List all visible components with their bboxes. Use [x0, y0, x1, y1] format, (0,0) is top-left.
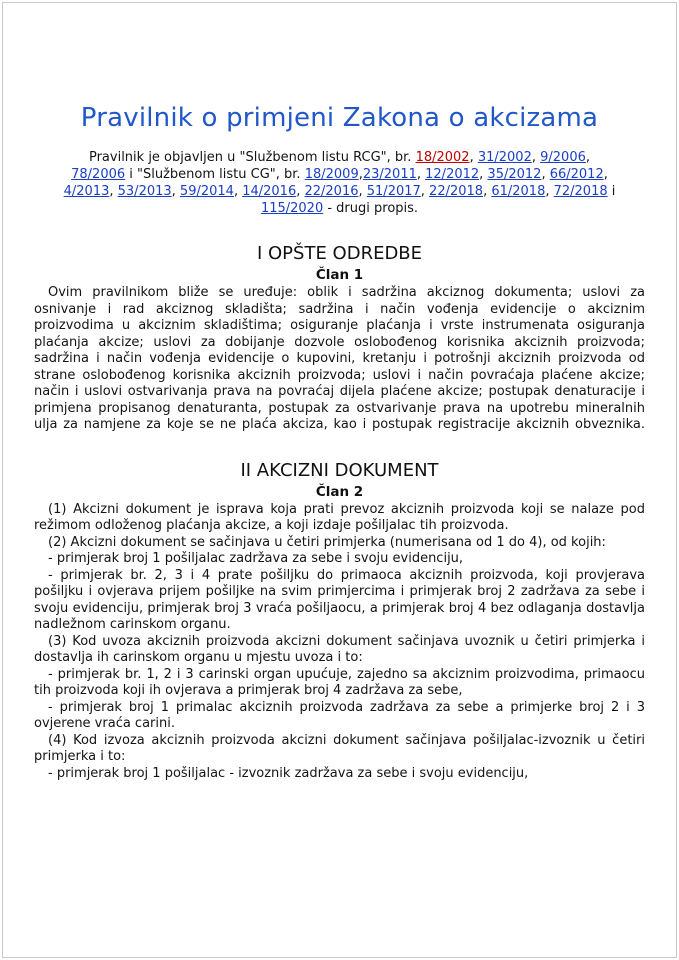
intro-text: , — [420, 184, 430, 199]
gazette-link[interactable]: 12/2012 — [425, 167, 480, 182]
intro-text: , — [296, 184, 305, 199]
paragraph: - primjerak br. 1, 2 i 3 carinski organ upućuje, zajedno sa akciznim proizvodima, primaocu tih proizvoda koji ih ovjerava a primjerak broj 4 zadržava za sebe, — [34, 666, 645, 698]
intro-text: , — [358, 184, 367, 199]
gazette-link[interactable]: 61/2018 — [491, 184, 546, 199]
gazette-link[interactable]: 14/2016 — [242, 184, 297, 199]
section-opste-odredbe — [34, 243, 645, 434]
paragraph: Ovim pravilnikom bliže se uređuje: oblik i sadržina akciznog dokumenta; uslovi za osnivanje i rad akciznog skladišta; sadržina i način vođenja evidencije o akciznim proizvodima u akciznim skladištima; osiguranje plaćanja i vrste instrumenata osiguranja plaćanja akcize; uslovi za dobijanje dozvole oslobođenog korisnika akciznih proizvoda; sadržina i način vođenja evidencije o kupovini, kretanju i potrošnji akciznih proizvoda od strane oslobođenog korisnika akciznih proizvoda; uslovi i način povraćaja plaćene akcize; način i uslovi ostvarivanja prava na povraćaj dijela plaćene akcize; postupak denaturacije i primjena propisanog denaturanta, postupak za ostvarivanje prava na upotrebu mineralnih ulja za namjene za koje se ne plaća akciza, kao i postupak registracije akciznih obveznika. — [34, 285, 645, 432]
gazette-link[interactable]: 72/2018 — [553, 184, 608, 199]
intro-text: , — [233, 184, 243, 199]
document-page — [2, 2, 677, 958]
gazette-link[interactable]: 23/2011 — [362, 167, 417, 182]
section-heading: I OPŠTE ODREDBE — [256, 243, 423, 264]
paragraph: (2) Akcizni dokument se sačinjava u četiri primjerka (numerisana od 1 do 4), od kojih: — [48, 534, 606, 550]
gazette-link[interactable]: 66/2012 — [549, 167, 604, 182]
paragraph: (4) Kod izvoza akciznih proizvoda akcizni dokument sačinjava pošiljalac-izvoznik u četiri primjerka i to: — [34, 732, 645, 764]
intro-text: i — [607, 184, 616, 199]
intro-text: , — [479, 167, 488, 182]
gazette-link[interactable]: 59/2014 — [179, 184, 234, 199]
gazette-link[interactable]: 4/2013 — [63, 184, 110, 199]
intro-text: , — [109, 184, 118, 199]
gazette-link[interactable]: 9/2006 — [540, 150, 586, 165]
gazette-link[interactable]: 53/2013 — [117, 184, 172, 199]
intro-text: - drugi propis. — [323, 201, 419, 216]
intro-text: , — [416, 167, 426, 182]
intro-text: , — [541, 167, 550, 182]
paragraph: - primjerak broj 1 pošiljalac zadržava za sebe i svoju evidenciju, — [48, 551, 464, 566]
intro-text: , — [545, 184, 554, 199]
gazette-link[interactable]: 22/2016 — [304, 184, 359, 199]
intro-text: , — [483, 184, 492, 199]
intro-text: i "Službenom listu CG", br. — [125, 167, 305, 182]
intro-text: , — [603, 167, 608, 182]
section-body — [34, 285, 645, 434]
gazette-link[interactable]: 18/2009 — [304, 167, 359, 182]
intro-text: , — [358, 167, 363, 182]
intro-text: , — [469, 150, 478, 165]
section-akcizni-dokument — [34, 460, 645, 783]
gazette-link[interactable]: 78/2006 — [71, 167, 126, 182]
paragraph: - primjerak br. 2, 3 i 4 prate pošiljku do primaoca akciznih proizvoda, koji provjerava pošiljku i ovjerava prijem pošiljke na svim primjercima i primjerak broj 2 zadržava za sebe i svoju evidenciju, primjerak broj 3 vraća pošiljaocu, a primjerak broj 4 bez odlaganja dostavlja nadležnom carinskom organu. — [34, 567, 645, 632]
paragraph: (1) Akcizni dokument je isprava koja prati prevoz akciznih proizvoda koji se nalaze pod režimom odloženog plaćanja akcize, a koji izdaje pošiljalac tih proizvoda. — [34, 501, 645, 533]
section-heading: II AKCIZNI DOKUMENT — [240, 459, 439, 481]
intro-text: , — [171, 184, 180, 199]
paragraph: (3) Kod uvoza akciznih proizvoda akcizni dokument sačinjava uvoznik u četiri primjerka i dostavlja ih carinskom organu u mjestu uvoza i to: — [34, 633, 645, 665]
paragraph: - primjerak broj 1 pošiljalac - izvoznik zadržava za sebe i svoju evidenciju, — [48, 765, 529, 781]
gazette-link[interactable]: 22/2018 — [429, 184, 484, 199]
gazette-link[interactable]: 31/2002 — [477, 150, 532, 165]
article-heading: Član 1 — [315, 267, 364, 283]
intro-paragraph — [62, 149, 617, 217]
intro-text: , — [585, 150, 591, 165]
gazette-link[interactable]: 18/2002 — [415, 150, 470, 165]
article-heading: Član 2 — [315, 483, 364, 500]
intro-text: , — [531, 150, 541, 165]
gazette-link[interactable]: 51/2017 — [366, 184, 421, 199]
paragraph: - primjerak broj 1 primalac akciznih proizvoda zadržava za sebe a primjerke broj 2 i 3 ovjerene vraća carini. — [34, 699, 645, 731]
gazette-link[interactable]: 115/2020 — [260, 201, 324, 216]
intro-text: Pravilnik je objavljen u "Službenom listu RCG", br. — [88, 150, 416, 165]
section-body — [34, 502, 645, 783]
page-title: Pravilnik o primjeni Zakona o akcizama — [80, 103, 599, 133]
gazette-link[interactable]: 35/2012 — [487, 167, 542, 182]
